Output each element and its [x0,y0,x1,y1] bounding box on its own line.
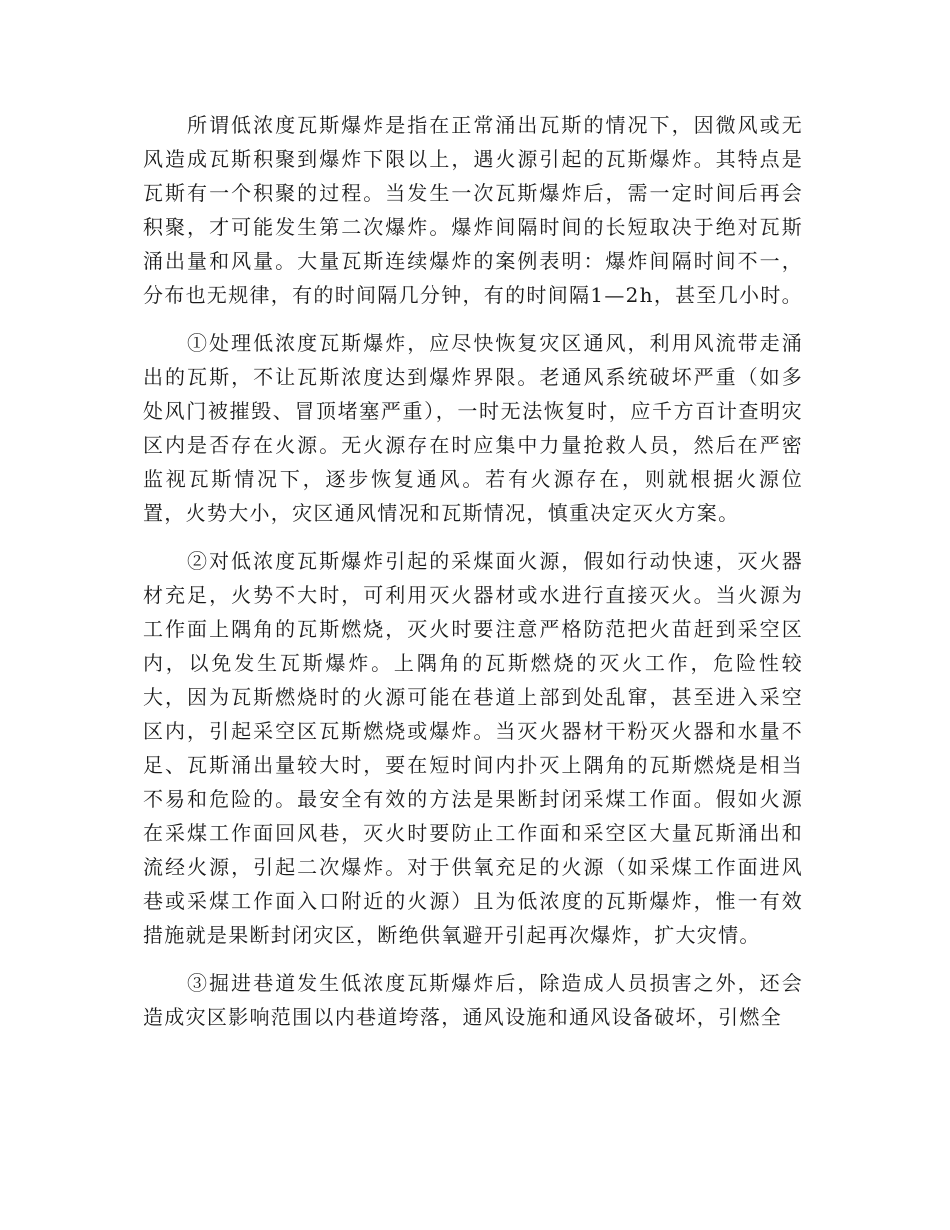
paragraph-item-3: ③掘进巷道发生低浓度瓦斯爆炸后，除造成人员损害之外，还会造成灾区影响范围以内巷道垮落，通风设施和通风设备破坏，引燃全 [143,971,803,1029]
document-body [143,108,803,1048]
paragraph-intro: 所谓低浓度瓦斯爆炸是指在正常涌出瓦斯的情况下，因微风或无风造成瓦斯积聚到爆炸下限以上，遇火源引起的瓦斯爆炸。其特点是瓦斯有一个积聚的过程。当发生一次瓦斯爆炸后，需一定时间后再会积聚，才可能发生第二次爆炸。爆炸间隔时间的长短取决于绝对瓦斯涌出量和风量。大量瓦斯连续爆炸的案例表明：爆炸间隔时间不一，分布也无规律，有的时间隔几分钟，有的时间隔1—2h，甚至几小时。 [143,113,803,307]
paragraph-item-1: ①处理低浓度瓦斯爆炸，应尽快恢复灾区通风，利用风流带走涌出的瓦斯，不让瓦斯浓度达到爆炸界限。老通风系统破坏严重（如多处风门被摧毁、冒顶堵塞严重），一时无法恢复时，应千方百计查明灾区内是否存在火源。无火源存在时应集中力量抢救人员，然后在严密监视瓦斯情况下，逐步恢复通风。若有火源存在，则就根据火源位置，火势大小，灾区通风情况和瓦斯情况，慎重决定灭火方案。 [143,331,803,525]
paragraph-item-2: ②对低浓度瓦斯爆炸引起的采煤面火源，假如行动快速，灭火器材充足，火势不大时，可利用灭火器材或水进行直接灭火。当火源为工作面上隅角的瓦斯燃烧，灭火时要注意严格防范把火苗赶到采空区内，以免发生瓦斯爆炸。上隅角的瓦斯燃烧的灭火工作，危险性较大，因为瓦斯燃烧时的火源可能在巷道上部到处乱窜，甚至进入采空区内，引起采空区瓦斯燃烧或爆炸。当灭火器材干粉灭火器和水量不足、瓦斯涌出量较大时，要在短时间内扑灭上隅角的瓦斯燃烧是相当不易和危险的。最安全有效的方法是果断封闭采煤工作面。假如火源在采煤工作面回风巷，灭火时要防止工作面和采空区大量瓦斯涌出和流经火源，引起二次爆炸。对于供氧充足的火源（如采煤工作面进风巷或采煤工作面入口附近的火源）且为低浓度的瓦斯爆炸，惟一有效措施就是果断封闭灾区，断绝供氧避开引起再次爆炸，扩大灾情。 [143,549,803,947]
